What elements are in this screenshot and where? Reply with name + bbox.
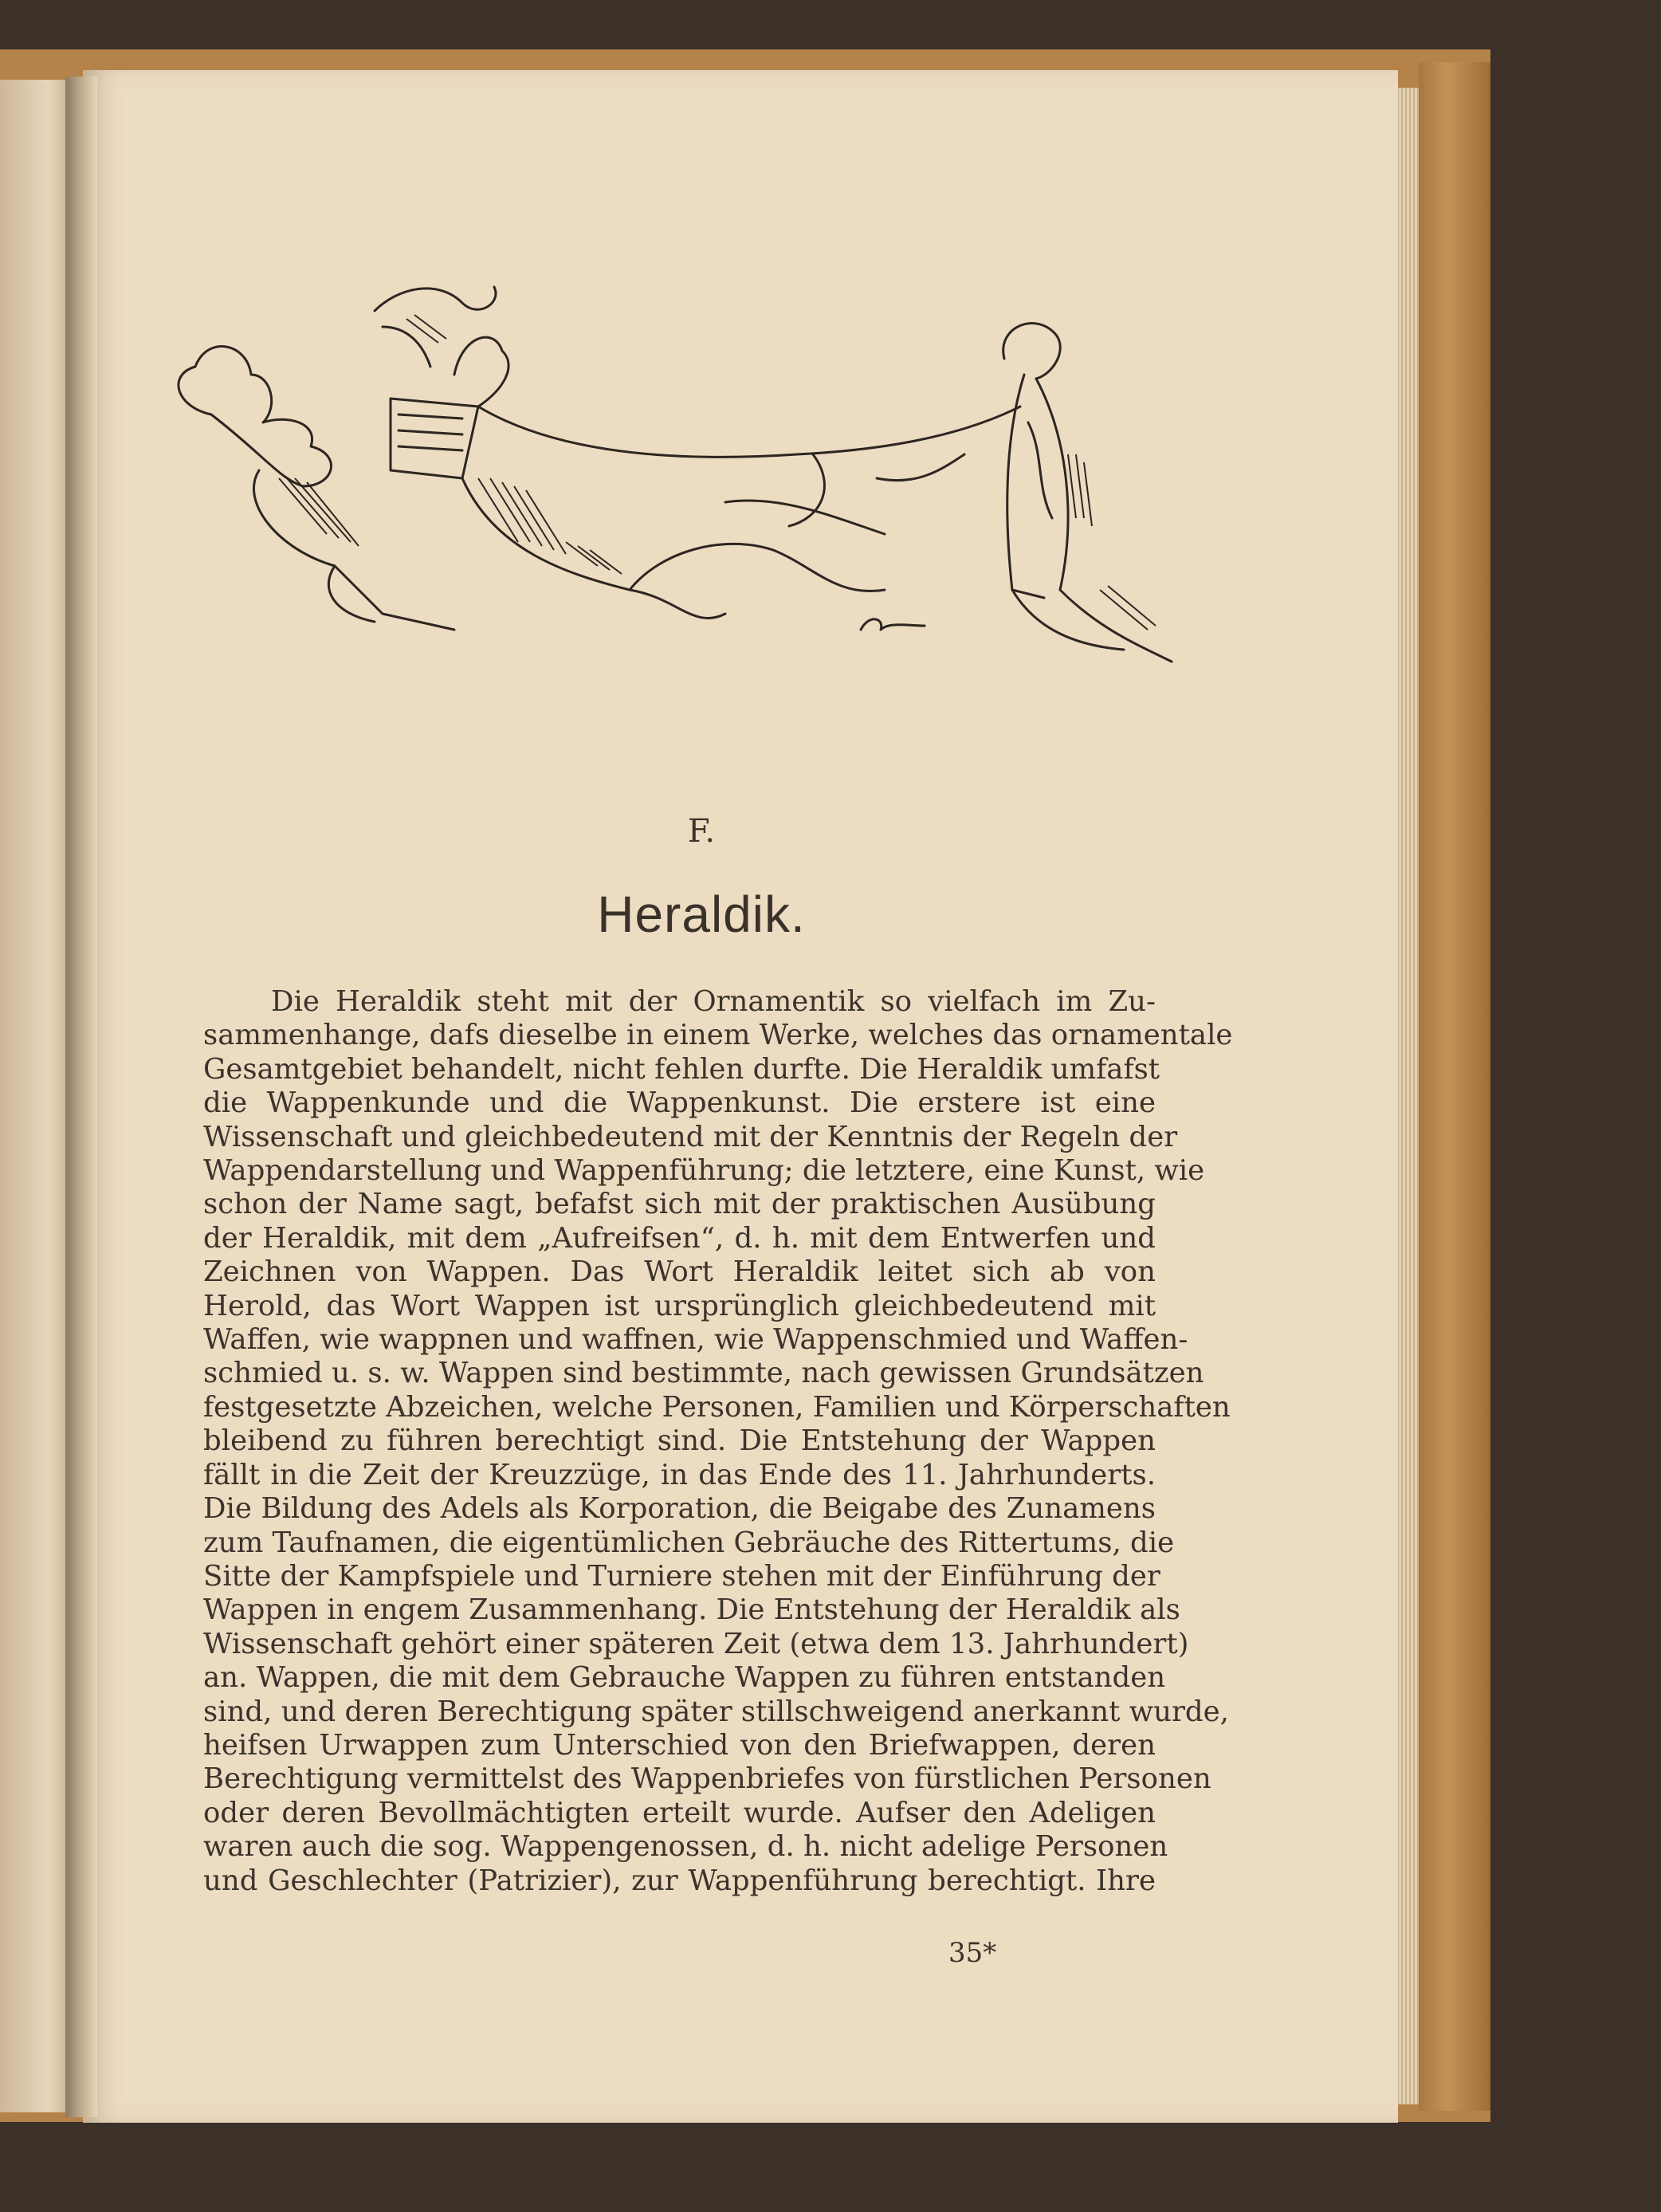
text-line: und Geschlechter (Patrizier), zur Wappenführung berechtigt. Ihre — [203, 1864, 1156, 1897]
text-line: festgesetzte Abzeichen, welche Personen, Familien und Körperschaften — [203, 1390, 1231, 1424]
text-line: Waffen, wie wappnen und waffnen, wie Wappenschmied und Waffen- — [203, 1323, 1188, 1357]
text-line: oder deren Bevollmächtigten erteilt wurde. Aufser den Adeligen — [203, 1796, 1156, 1829]
text-line: schmied u. s. w. Wappen sind bestimmte, nach gewissen Grundsätzen — [203, 1357, 1204, 1390]
book-gutter — [65, 77, 97, 2117]
text-line: Die Heraldik steht mit der Ornamentik so vielfach im Zu- — [271, 985, 1156, 1018]
text-line: Berechtigung vermittelst des Wappenbriefes von fürstlichen Personen — [203, 1762, 1211, 1796]
page-number: 35* — [948, 1937, 997, 1969]
text-line: Gesamtgebiet behandelt, nicht fehlen durfte. Die Heraldik umfafst — [203, 1052, 1160, 1086]
text-line: schon der Name sagt, befafst sich mit der praktischen Ausübung — [203, 1188, 1156, 1221]
text-line: sammenhange, dafs dieselbe in einem Werke, welches das ornamentale — [203, 1019, 1233, 1052]
text-line: Wappen in engem Zusammenhang. Die Entstehung der Heraldik als — [203, 1593, 1180, 1627]
text-line: Wissenschaft gehört einer späteren Zeit (etwa dem 13. Jahrhundert) — [203, 1627, 1189, 1660]
text-line: zum Taufnamen, die eigentümlichen Gebräuche des Rittertums, die — [203, 1526, 1175, 1559]
text-line: fällt in die Zeit der Kreuzzüge, in das Ende des 11. Jahrhunderts. — [203, 1458, 1156, 1491]
text-line: an. Wappen, die mit dem Gebrauche Wappen zu führen entstanden — [203, 1661, 1166, 1695]
text-line: sind, und deren Berechtigung später stillschweigend anerkannt wurde, — [203, 1695, 1229, 1728]
text-line: bleibend zu führen berechtigt sind. Die Entstehung der Wappen — [203, 1424, 1156, 1458]
book-cover-edge — [1419, 62, 1490, 2111]
text-line: der Heraldik, mit dem „Aufreifsen“, d. h. mit dem Entwerfen und — [203, 1221, 1156, 1255]
text-line: die Wappenkunde und die Wappenkunst. Die erstere ist eine — [203, 1086, 1156, 1120]
text-line: Sitte der Kampfspiele und Turniere stehen mit der Einführung der — [203, 1559, 1160, 1593]
chapter-title: Heraldik. — [597, 886, 806, 943]
section-letter: F. — [687, 813, 716, 850]
heraldic-mantling-drawing-icon — [120, 215, 1180, 701]
text-line: Die Bildung des Adels als Korporation, die Beigabe des Zunamens — [203, 1492, 1156, 1526]
text-line: Herold, das Wort Wappen ist ursprünglich gleichbedeutend mit — [203, 1289, 1156, 1322]
text-line: Zeichnen von Wappen. Das Wort Heraldik leitet sich ab von — [203, 1255, 1156, 1289]
text-line: heifsen Urwappen zum Unterschied von den Briefwappen, deren — [203, 1728, 1156, 1762]
text-line: Wissenschaft und gleichbedeutend mit der Kenntnis der Regeln der — [203, 1120, 1178, 1153]
body-text — [203, 985, 1233, 1898]
text-line: Wappendarstellung und Wappenführung; die letztere, eine Kunst, wie — [203, 1154, 1205, 1188]
text-line: waren auch die sog. Wappengenossen, d. h. nicht adelige Personen — [203, 1830, 1168, 1864]
left-page-edge — [0, 80, 70, 2112]
